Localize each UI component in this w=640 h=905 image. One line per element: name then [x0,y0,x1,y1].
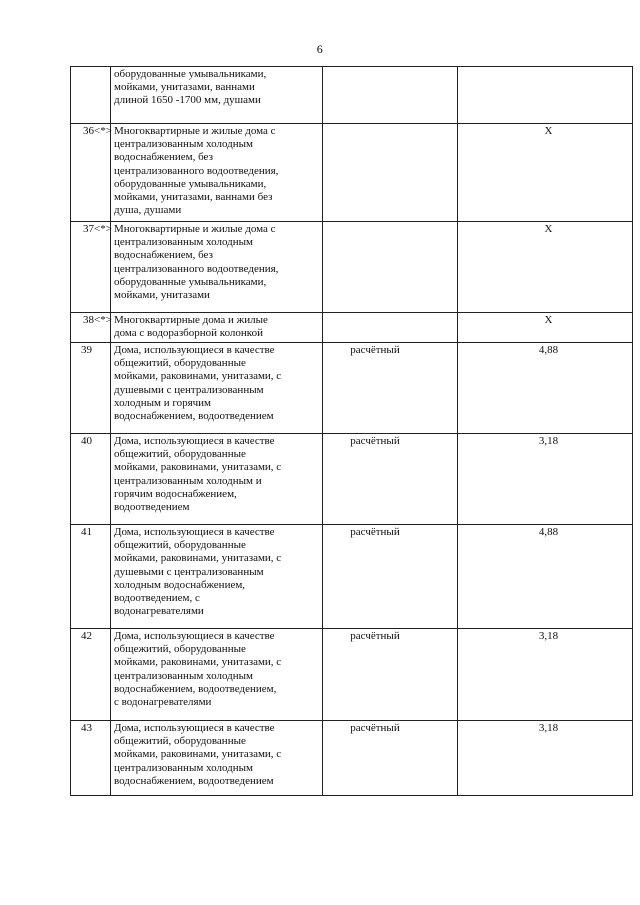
description-line: мойками, унитазами [114,289,210,302]
description-line: Дома, использующиеся в качестве [114,722,275,734]
table-row [71,222,633,313]
row-value: 3,18 [458,721,633,796]
row-number: 37<*> [71,222,111,313]
description-line: централизованным холодным [114,138,253,151]
description-line: душевыми с централизованным [114,383,264,396]
row-method: расчётный [323,343,458,434]
row-description [111,313,323,343]
table-row [71,434,633,525]
description-line: централизованным холодным и [114,474,262,487]
description-line: мойками, раковинами, унитазами, с [114,461,282,474]
row-number: 39 [71,343,111,434]
table-row [71,525,633,629]
row-value [458,67,633,124]
description-line: с водонагревателями [114,696,212,709]
description-line: водоснабжением, водоотведением, [114,682,277,695]
row-number: 43 [71,721,111,796]
description-line: водоснабжением, водоотведением [114,774,274,787]
row-method [323,222,458,313]
description-line: общежитий, оборудованные [114,448,246,461]
row-value: 3,18 [458,434,633,525]
description-line: мойками, раковинами, унитазами, с [114,552,282,565]
description-line: душа, душами [114,204,182,217]
table-row [71,343,633,434]
description-line: мойками, раковинами, унитазами, с [114,656,282,669]
description-line: холодным и горячим [114,396,212,409]
table-row [71,124,633,222]
table-row [71,721,633,796]
row-method [323,313,458,343]
description-line: водоснабжением, без [114,249,213,262]
row-description [111,721,323,796]
description-line: общежитий, оборудованные [114,357,246,370]
page-number: 6 [316,42,324,56]
description-line: водоотведением [114,501,190,514]
table-row [71,629,633,721]
table-row [71,67,633,124]
description-line: водоотведением, с [114,592,200,605]
row-value: Х [458,222,633,313]
description-line: Дома, использующиеся в качестве [114,630,275,642]
row-description [111,222,323,313]
row-method: расчётный [323,721,458,796]
row-method [323,124,458,222]
description-line: Дома, использующиеся в качестве [114,526,275,538]
row-number: 41 [71,525,111,629]
description-line: централизованным холодным [114,761,253,774]
row-number: 40 [71,434,111,525]
description-line: централизованного водоотведения, [114,164,279,177]
description-line: горячим водоснабжением, [114,487,237,500]
description-line: Многоквартирные и жилые дома с [114,125,276,137]
description-line: водоснабжением, без [114,151,213,164]
description-line: мойками, унитазами, ваннами [114,81,255,94]
row-description [111,629,323,721]
row-value: Х [458,313,633,343]
row-description [111,343,323,434]
description-line: общежитий, оборудованные [114,539,246,552]
table-row [71,313,633,343]
description-line: Дома, использующиеся в качестве [114,435,275,447]
row-number: 36<*> [71,124,111,222]
row-description [111,434,323,525]
description-line: мойками, раковинами, унитазами, с [114,748,282,761]
description-line: Многоквартирные и жилые дома с [114,223,276,235]
description-line: водоснабжением, водоотведением [114,410,274,423]
row-value: 3,18 [458,629,633,721]
description-line: холодным водоснабжением, [114,578,246,591]
row-method: расчётный [323,525,458,629]
row-description [111,67,323,124]
norms-table [70,66,633,796]
description-line: длиной 1650 -1700 мм, душами [114,94,261,107]
row-method: расчётный [323,434,458,525]
description-line: централизованным холодным [114,669,253,682]
row-value: Х [458,124,633,222]
row-number: 38<*> [71,313,111,343]
row-value: 4,88 [458,343,633,434]
description-line: мойками, раковинами, унитазами, с [114,370,282,383]
description-line: оборудованные умывальниками, [114,177,267,190]
description-line: оборудованные умывальниками, [114,68,267,80]
description-line: централизованным холодным [114,236,253,249]
row-method [323,67,458,124]
description-line: общежитий, оборудованные [114,643,246,656]
description-line: централизованного водоотведения, [114,262,279,275]
row-method: расчётный [323,629,458,721]
description-line: душевыми с централизованным [114,565,264,578]
description-line: дома с водоразборной колонкой [114,327,263,340]
description-line: мойками, унитазами, ваннами без [114,191,273,204]
row-number [71,67,111,124]
description-line: общежитий, оборудованные [114,735,246,748]
row-description [111,124,323,222]
row-value: 4,88 [458,525,633,629]
description-line: Многоквартирные дома и жилые [114,314,268,326]
row-description [111,525,323,629]
description-line: водонагревателями [114,605,204,618]
description-line: Дома, использующиеся в качестве [114,344,275,356]
description-line: оборудованные умывальниками, [114,275,267,288]
row-number: 42 [71,629,111,721]
